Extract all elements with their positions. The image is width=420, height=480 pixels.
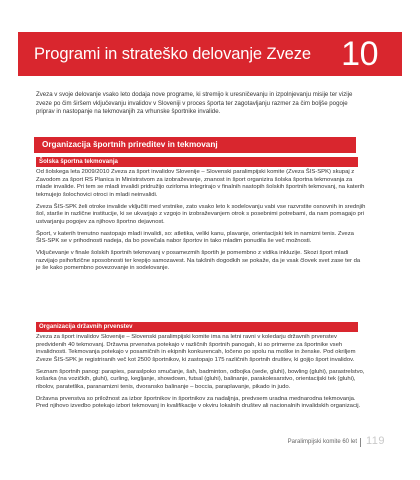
chapter-header bbox=[18, 32, 402, 76]
paragraph: Zveza ŠIS-SPK želi otroke invalide vključiti med vrstnike, zato vsako leto k sodelovanju vabi vse razvrstite osnovnih in srednjih šol, starše in različne institucije, ki se ukvarjajo z vzgojo in izobraževanjem otrok s posebnimi potrebami, da nam pomagajo pri ustvarjanju pogojev za njihovo športno dejavnost. bbox=[36, 203, 366, 225]
footer-divider bbox=[360, 438, 361, 447]
section-heading-events: Organizacija športnih prireditev in tekmovanj bbox=[34, 137, 356, 153]
intro-paragraph: Zveza v svoje delovanje vsako leto dodaja nove programe, ki stremijo k uresničevanju in izpolnjevanju misije ter vizije zveze po čim širšem vključevanju invalidov v Sloveniji v proces športa ter zagotavljanju razmer za čim boljše pogoje priprav in nastopanje na tekmovanjih za vrhunske športnike invalide. bbox=[36, 91, 353, 115]
paragraph: Državna prvenstva so priložnost za izbor športnikov in športnikov za nadaljnja, predvsem uradna mednarodna tekmovanja. Pred njihovo izvedbo potekajo izbori tekmovanj in kvalifikacije v okviru lokalnih društev ali nacionalnih invalidskih organizacij. bbox=[36, 395, 361, 410]
paragraph: Vključevanje v finale šolskih športnih tekmovanj v posamezmih športih je pomembno z vidika inkluzije. Skozi šport mladi razvijajo psihofizične sposobnosti ter krepijo samozavest. Na takšnih dogodkih se pokaže, da je vsak človek svet zase ter da je še kako pomembno povezovanje in sodelovanje. bbox=[36, 249, 361, 272]
subsection-heading-national-championships: Organizacija državnih prvenstev bbox=[36, 322, 358, 332]
paragraph: Seznam športnih panog: parapies, paraslpoko smučanje, šah, badminton, odbojka (sede, gluhi), bowling (gluhi), parastrelstvo, košarka (na vozičkih, gluhi), curling, kegljanje, showdown, futsal (gluhi), balinanje, parakolesarstvo, orientacijski tek (gluhi), ribolov, paratetlika, paranamizni tenis, dvoransko balinanje – boccia, paraplavanje, pikado in judo. bbox=[36, 368, 365, 390]
chapter-number: 10 bbox=[341, 35, 378, 73]
paragraph: Šport, v katerih trenutno nastopajo mladi invalidi, so: atletika, veliki kanu, plavanje, orientacijski tek in namizni tenis. Zveza ŠIS-SPK se v prihodnosti nadeja, da bo povečala nabor športov in tako mladim ponudila še več možnosti. bbox=[36, 230, 354, 245]
subsection-heading-school-competitions: Šolska športna tekmovanja bbox=[36, 157, 358, 167]
paragraph: Zveza za šport invalidov Slovenije – Slovenski paralimpijski komite ima na letni ravni v koledarju državnih prvenstev predvidenih 40 tekmovanj. Državna prvenstva potekajo v različnih športnih panogah, ki so primerne za športnike vseh invalidnosti. Tekmovanja potekajo v posamičnih in ekipnih konkurencah, ločeno po spolu na moške in ženske. Pod okriljem Zveze ŠIS-SPK je registriranih več kot 2500 športnikov, ki zastopajo 175 različnih športnih društev, ki gojijo šport invalidov. bbox=[36, 334, 356, 363]
school-competitions-text bbox=[36, 169, 366, 277]
chapter-title: Programi in strateško delovanje Zveze bbox=[34, 45, 311, 63]
national-championships-text bbox=[36, 334, 366, 415]
footer-publication-title: Paralimpijski komite 60 let bbox=[287, 439, 357, 445]
paragraph: Od šolskega leta 2009/2010 Zveza za šport invalidov Slovenije – Slovenski paralimpijski komite (Zveza ŠIS-SPK) skupaj z Zavodom za šport RS Planica in Ministrstvom za izobraževanje, znanost in šport organizira šolska športna tekmovanja za mlade invalide. Pri tem se mladi invalidi pridružijo ozirloma integrirajo v finalnih nastopih šolskih športnih tekmovanj, na katerih tekmujejo šolochovici otroci in mladi neinvalidi. bbox=[36, 169, 365, 198]
page-number: 119 bbox=[366, 435, 386, 447]
